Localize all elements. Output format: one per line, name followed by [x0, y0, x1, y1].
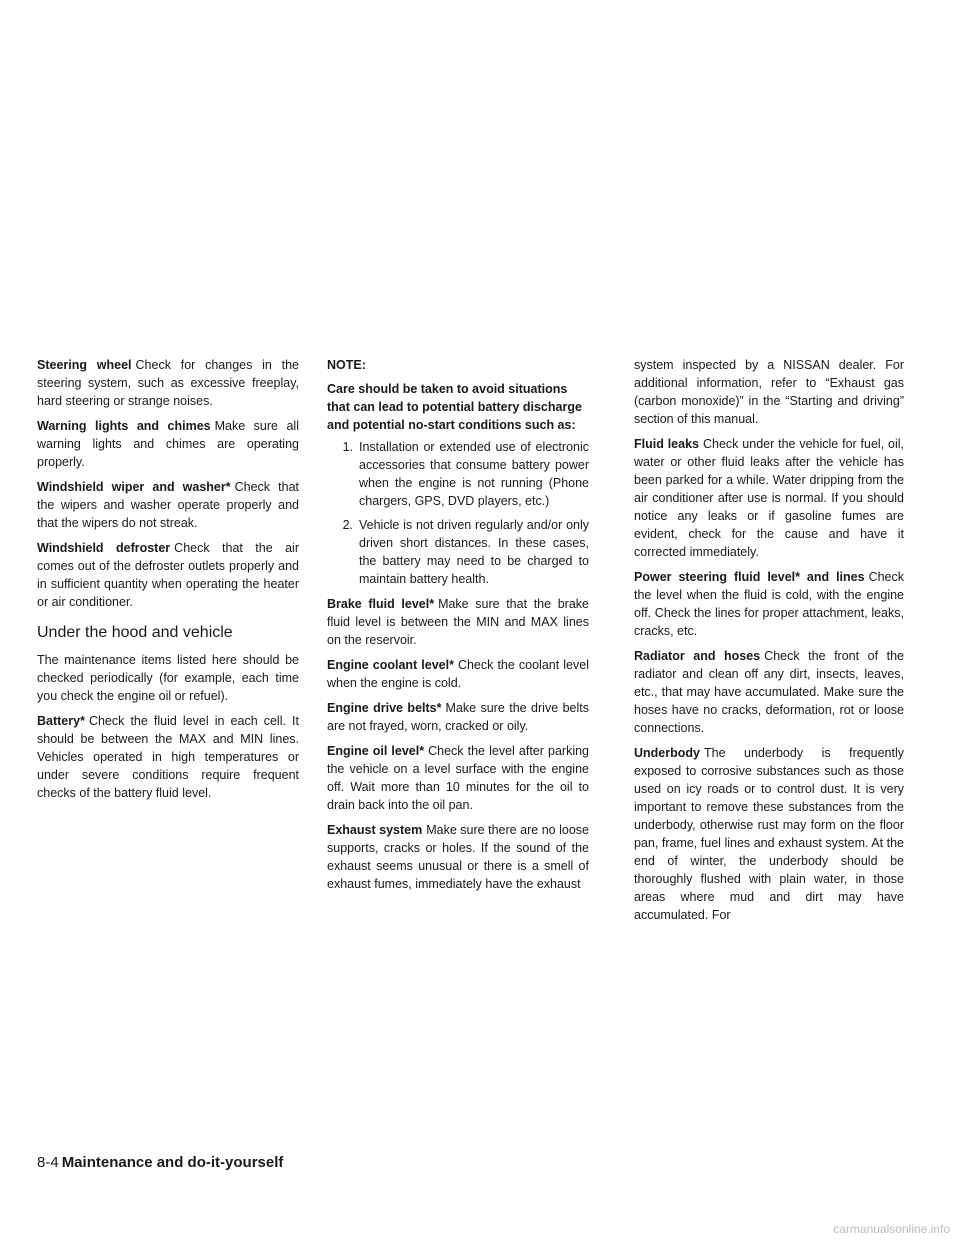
paragraph-defroster — [37, 539, 299, 611]
paragraph-drive-belts — [327, 699, 589, 735]
list-item — [327, 516, 589, 588]
paragraph-coolant — [327, 656, 589, 692]
chapter-title: Maintenance and do-it-yourself — [61, 1154, 284, 1171]
text-engine-oil: Check the level after parking the vehicle on a level surface with the engine off. Wait more than 10 minutes for the oil to drain back into the oil pan. — [327, 744, 589, 812]
text-radiator: Check the front of the radiator and clean off any dirt, insects, leaves, etc., that may have accumulated. Make sure the hoses have no cracks, deformation, rot or loose connections. — [634, 649, 905, 735]
term-drive-belts: Engine drive belts* — [327, 701, 442, 715]
text-underbody: The underbody is frequently exposed to corrosive substances such as those used on icy roads or to control dust. It is very important to remove these substances from the underbody, otherwise rust may form on the floor pan, frame, fuel lines and exhaust system. At the end of winter, the underbody should be thoroughly flushed with plain water, in those areas where mud and dirt may have accumulated. For — [634, 746, 904, 922]
list-text: Vehicle is not driven regularly and/or only driven short distances. In these cases, the battery may need to be charged to maintain battery health. — [359, 518, 589, 586]
term-radiator: Radiator and hoses — [634, 649, 761, 663]
text-fluid-leaks: Check under the vehicle for fuel, oil, water or other fluid leaks after the vehicle has been parked for a while. Water dripping from the air conditioner after use is normal. If you should notice any leaks or if gasoline fumes are evident, check for the cause and have it corrected immediately. — [634, 437, 905, 559]
term-battery: Battery* — [37, 714, 85, 728]
term-defroster: Windshield defroster — [37, 541, 171, 555]
column-left — [37, 356, 299, 809]
text-wiper-washer: Check that the wipers and washer operate properly and that the wipers do not streak. — [37, 480, 299, 530]
term-steering-wheel: Steering wheel — [37, 358, 132, 372]
page-number: 8-4 — [37, 1154, 59, 1171]
note-list — [327, 438, 589, 588]
note-body: Care should be taken to avoid situations that can lead to potential battery discharge and potential no-start conditions such as: — [327, 382, 582, 432]
paragraph-engine-oil — [327, 742, 589, 814]
page-footer — [37, 1153, 283, 1173]
paragraph-battery — [37, 712, 299, 802]
column-right — [634, 356, 904, 931]
text-steering-wheel: Check for changes in the steering system, such as excessive freeplay, hard steering or strange noises. — [37, 358, 299, 408]
term-coolant: Engine coolant level* — [327, 658, 454, 672]
term-power-steering: Power steering fluid level* and lines — [634, 570, 865, 584]
term-warning-lights: Warning lights and chimes — [37, 419, 211, 433]
paragraph-fluid-leaks — [634, 435, 904, 561]
paragraph-radiator — [634, 647, 904, 737]
paragraph-brake-fluid — [327, 595, 589, 649]
text-coolant: Check the coolant level when the engine is cold. — [327, 658, 589, 690]
list-number: 1. — [342, 440, 353, 454]
text-power-steering: Check the level when the fluid is cold, with the engine off. Check the lines for proper attachment, leaks, cracks, etc. — [634, 570, 904, 638]
paragraph-power-steering — [634, 568, 904, 640]
text-brake-fluid: Make sure that the brake fluid level is between the MIN and MAX lines on the reservoir. — [327, 597, 589, 647]
paragraph-steering-wheel — [37, 356, 299, 410]
term-fluid-leaks: Fluid leaks — [634, 437, 699, 451]
text-warning-lights: Make sure all warning lights and chimes are operating properly. — [37, 419, 299, 469]
paragraph-exhaust-continued: system inspected by a NISSAN dealer. For additional information, refer to “Exhaust gas (carbon monoxide)” in the “Starting and driving” section of this manual. — [634, 358, 904, 426]
list-item — [327, 438, 589, 510]
list-number: 2. — [342, 518, 353, 532]
watermark: carmanualsonline.info — [833, 1222, 950, 1236]
term-exhaust: Exhaust system — [327, 823, 423, 837]
section-heading: Under the hood and vehicle — [37, 624, 233, 641]
column-middle — [327, 356, 589, 900]
paragraph-wiper-washer — [37, 478, 299, 532]
list-text: Installation or extended use of electronic accessories that consume battery power when the engine is not running (Phone chargers, GPS, DVD players, etc.) — [359, 440, 589, 508]
term-brake-fluid: Brake fluid level* — [327, 597, 435, 611]
text-defroster: Check that the air comes out of the defroster outlets properly and in sufficient quantity when operating the heater or air conditioner. — [37, 541, 299, 609]
text-battery: Check the fluid level in each cell. It should be between the MAX and MIN lines. Vehicles operated in high temperatures or under severe conditions require frequent checks of the battery fluid level. — [37, 714, 299, 800]
paragraph-underbody — [634, 744, 904, 924]
paragraph-warning-lights — [37, 417, 299, 471]
section-intro: The maintenance items listed here should be checked periodically (for example, each time you check the engine oil or refuel). — [37, 653, 299, 703]
note-label: NOTE: — [327, 358, 366, 372]
term-wiper-washer: Windshield wiper and washer* — [37, 480, 231, 494]
paragraph-exhaust — [327, 821, 589, 893]
term-underbody: Underbody — [634, 746, 700, 760]
text-exhaust: Make sure there are no loose supports, cracks or holes. If the sound of the exhaust seems unusual or there is a smell of exhaust fumes, immediately have the exhaust — [327, 823, 590, 891]
text-drive-belts: Make sure the drive belts are not frayed, worn, cracked or oily. — [327, 701, 589, 733]
term-engine-oil: Engine oil level* — [327, 744, 425, 758]
